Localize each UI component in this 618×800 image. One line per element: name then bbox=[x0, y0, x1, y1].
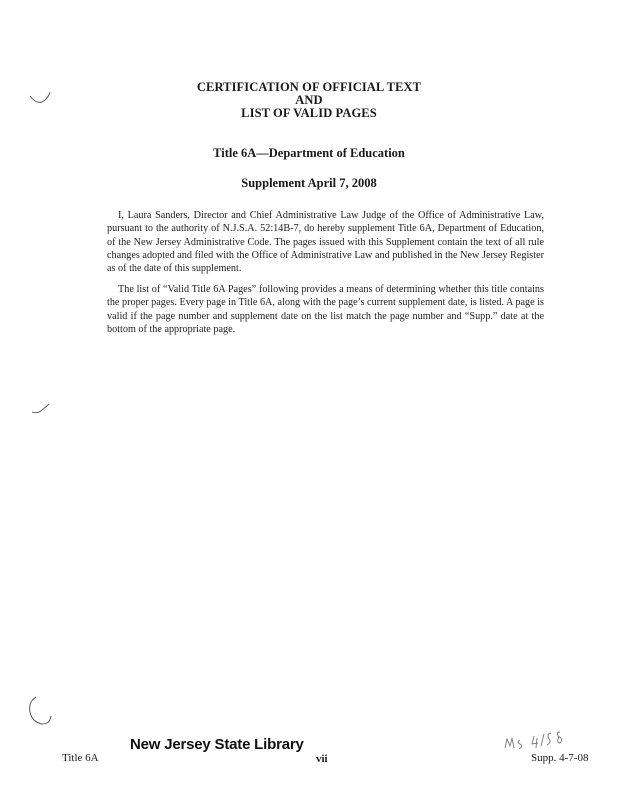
heading-line-3: LIST OF VALID PAGES bbox=[241, 106, 377, 120]
margin-mark-middle bbox=[30, 402, 52, 416]
handwritten-annotation bbox=[502, 728, 578, 756]
valid-pages-paragraph: The list of “Valid Title 6A Pages” following provides a means of determining whether this title contains the proper pages. Every page in Title 6A, along with the page’s current supplement date, is listed. A page is valid if the page number and supplement date on the list match the page number and “Supp.” date at the bottom of the appropriate page. bbox=[107, 284, 544, 335]
supplement-date: Supplement April 7, 2008 bbox=[241, 176, 377, 190]
document-title: Title 6A—Department of Education bbox=[213, 146, 405, 160]
library-stamp: New Jersey State Library bbox=[130, 736, 304, 753]
page-number: vii bbox=[316, 753, 328, 765]
margin-mark-bottom bbox=[24, 694, 56, 730]
footer-title: Title 6A bbox=[62, 752, 99, 764]
certification-paragraph: I, Laura Sanders, Director and Chief Administrative Law Judge of the Office of Administrative Law, pursuant to the authority of N.J.S.A. 52:14B-7, do hereby supplement Title 6A, Department of Education, of the New Jersey Administrative Code. The pages issued with this Supplement contain the text of all rule changes adopted and filed with the Office of Administrative Law and published in the New Jersey Register as of the date of this supplement. bbox=[107, 210, 544, 275]
heading-line-2: AND bbox=[295, 93, 323, 107]
heading-line-1: CERTIFICATION OF OFFICIAL TEXT bbox=[196, 80, 422, 94]
footer-supplement: Supp. 4-7-08 bbox=[531, 752, 589, 764]
